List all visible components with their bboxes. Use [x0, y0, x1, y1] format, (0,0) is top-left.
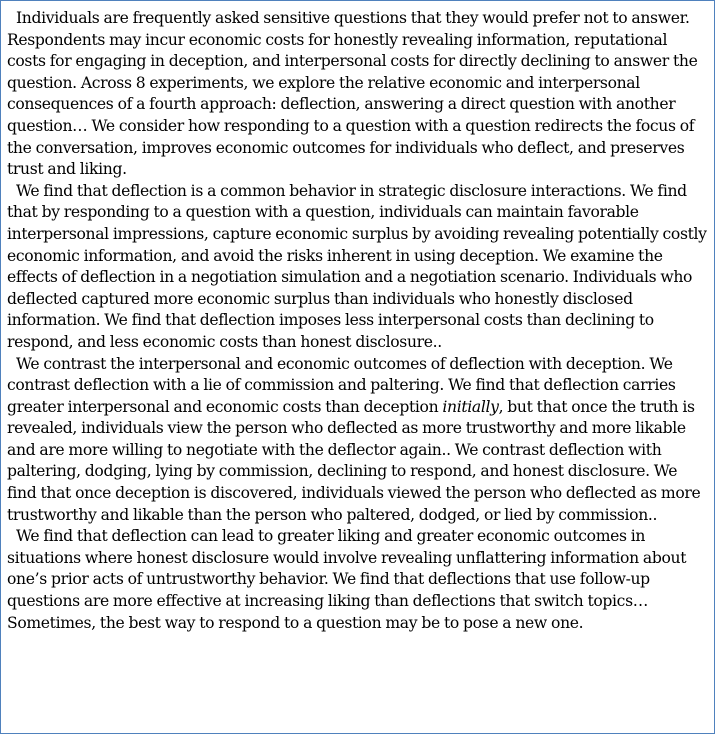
paragraph-3-text-after: , but that once the truth is revealed, individuals view the person who deflected as more trustworthy and more likable and are more willing to negotiate with the deflector again.. We contrast deflection with paltering, dodging, lying by commission, declining to respond, and honest disclosure. We find that once deception is discovered, individuals viewed the person who deflected as more trustworthy and likable than the person who paltered, dodged, or lied by commission..: [7, 397, 701, 524]
paragraph-3-text-before: We contrast the interpersonal and economic outcomes of deflection with deception. We contrast deflection with a lie of commission and paltering. We find that deflection carries greater interpersonal and economic costs than deception: [7, 354, 676, 416]
paragraph-4: We find that deflection can lead to greater liking and greater economic outcomes in situations where honest disclosure would involve revealing unflattering information about one’s prior acts of untrustworthy behavior. We find that deflections that use follow-up questions are more effective at increasing liking than deflections that switch topics… Sometimes, the best way to respond to a question may be to pose a new one.: [7, 527, 687, 632]
paragraph-3: [7, 354, 709, 527]
paragraph-3-italic-word: initially: [442, 397, 499, 416]
abstract-text-box: [7, 8, 709, 634]
paragraph-2: We find that deflection is a common behavior in strategic disclosure interactions. We find that by responding to a question with a question, individuals can maintain favorable interpersonal impressions, capture economic surplus by avoiding revealing potentially costly economic information, and avoid the risks inherent in using deception. We examine the effects of deflection in a negotiation simulation and a negotiation scenario. Individuals who deflected captured more economic surplus than individuals who honestly disclosed information. We find that deflection imposes less interpersonal costs than declining to respond, and less economic costs than honest disclosure..: [7, 181, 707, 351]
paragraph-1: Individuals are frequently asked sensitive questions that they would prefer not to answer. Respondents may incur economic costs for honestly revealing information, reputational costs for engaging in deception, and interpersonal costs for directly declining to answer the question. Across 8 experiments, we explore the relative economic and interpersonal consequences of a fourth approach: deflection, answering a direct question with another question… We consider how responding to a question with a question redirects the focus of the conversation, improves economic outcomes for individuals who deflect, and preserves trust and liking.: [7, 9, 698, 179]
